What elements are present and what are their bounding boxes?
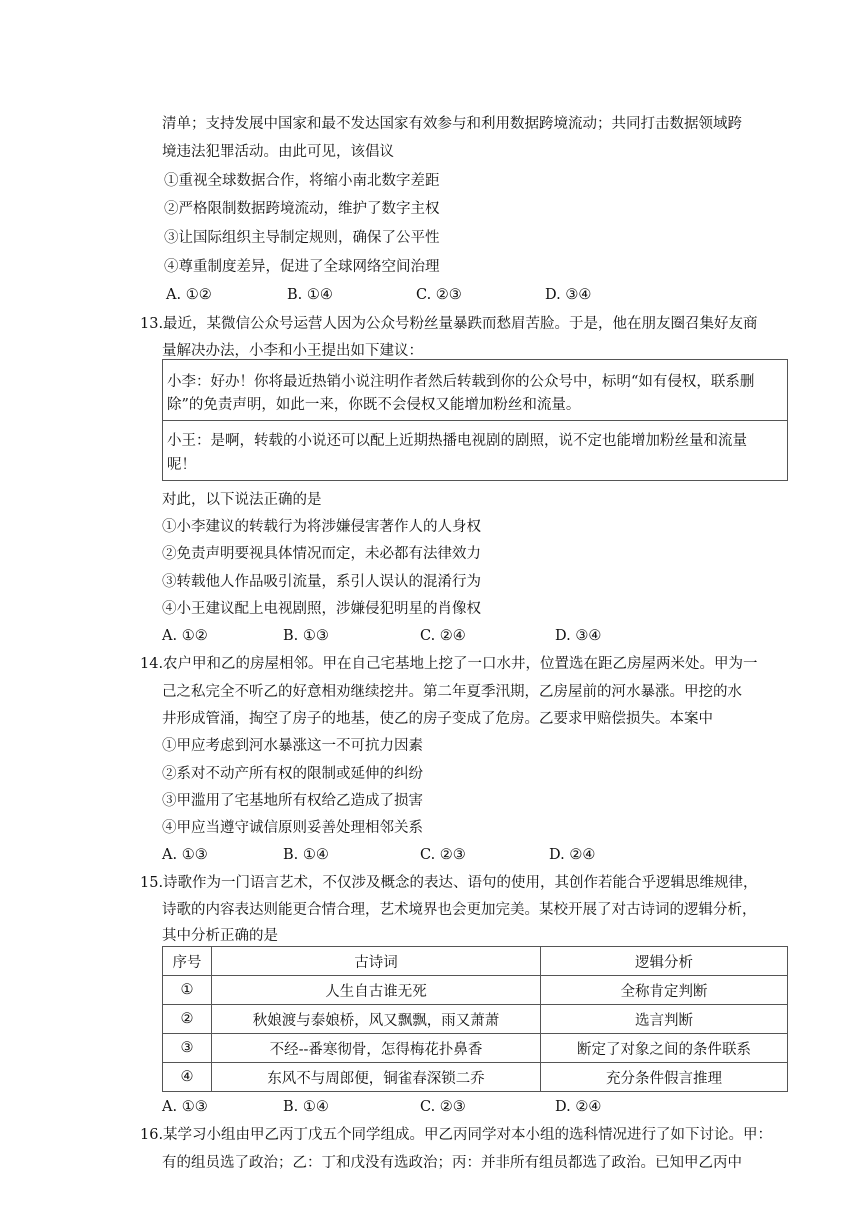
q13-dialog-box (162, 359, 788, 481)
q13-text-line: 13.最近，某微信公众号运营人因为公众号粉丝量暴跌而愁眉苦脸。于是，他在朋友圈召集好友商 (140, 316, 758, 332)
xiaowang-line: 小王：是啊，转载的小说还可以配上近期热播电视剧的剧照，说不定也能增加粉丝量和流量 (167, 433, 747, 449)
cell-analysis: 充分条件假言推理 (541, 1063, 788, 1092)
q14-option-b: B. ①④ (283, 847, 329, 863)
q14-item: ④甲应当遵守诚信原则妥善处理相邻关系 (162, 820, 423, 836)
q15-option-c: C. ②③ (420, 1099, 466, 1115)
table-row (163, 1063, 788, 1092)
q14-item: ①甲应考虑到河水暴涨这一不可抗力因素 (162, 738, 423, 754)
q12-option-b: B. ①④ (287, 287, 333, 303)
q12-option-a: A. ①② (166, 287, 212, 303)
q13-option-b: B. ①③ (283, 628, 329, 644)
cell-poem: 东风不与周郎便，铜雀春深锁二乔 (212, 1063, 541, 1092)
q12-option-d: D. ③④ (545, 287, 592, 303)
xiaoli-line: 除”的免责声明，如此一来，你既不会侵权又能增加粉丝和流量。 (167, 397, 581, 413)
q13-item: ①小李建议的转载行为将涉嫌侵害著作人的人身权 (162, 519, 481, 535)
q14-text-line: 井形成管涌，掏空了房子的地基，使乙的房子变成了危房。乙要求甲赔偿损失。本案中 (162, 711, 713, 727)
q13-item: ②免责声明要视具体情况而定，未必都有法律效力 (162, 546, 481, 562)
q15-option-d: D. ②④ (555, 1099, 602, 1115)
q13-option-c: C. ②④ (420, 628, 466, 644)
q15-options (162, 1097, 762, 1117)
q12-item: ④尊重制度差异，促进了全球网络空间治理 (164, 259, 440, 275)
table-row (163, 1034, 788, 1063)
q14-item: ③甲滥用了宅基地所有权给乙造成了损害 (162, 793, 423, 809)
q16-text-line: 16.某学习小组由甲乙丙丁戊五个同学组成。甲乙丙同学对本小组的选科情况进行了如下讨论。甲： (140, 1127, 773, 1143)
table-header-row (163, 947, 788, 976)
q15-text-line: 诗歌的内容表达则能更合情合理，艺术境界也会更加完美。某校开展了对古诗词的逻辑分析， (162, 902, 757, 918)
q15-text-line: 其中分析正确的是 (162, 928, 278, 944)
q13-text-line: 量解决办法，小李和小王提出如下建议： (162, 343, 423, 359)
cell-analysis: 断定了对象之间的条件联系 (541, 1034, 788, 1063)
q14-item: ②系对不动产所有权的限制或延伸的纠纷 (162, 766, 423, 782)
q14-text-line: 14.农户甲和乙的房屋相邻。甲在自己宅基地上挖了一口水井，位置选在距乙房屋两米处。甲为一 (140, 656, 758, 672)
cell-index: ② (163, 1005, 212, 1034)
q12-text-line: 境违法犯罪活动。由此可见，该倡议 (162, 144, 394, 160)
cell-analysis: 全称肯定判断 (541, 976, 788, 1005)
q14-option-a: A. ①③ (162, 847, 208, 863)
cell-poem: 不经--番寒彻骨，怎得梅花扑鼻香 (212, 1034, 541, 1063)
xiaoli-line: 小李：好办！你将最近热销小说注明作者然后转载到你的公众号中，标明“如有侵权，联系删 (167, 374, 755, 390)
q13-stem: 对此，以下说法正确的是 (162, 492, 322, 508)
q12-item: ③让国际组织主导制定规则，确保了公平性 (164, 230, 440, 246)
table-row (163, 1005, 788, 1034)
xiaowang-line: 呢！ (167, 457, 196, 473)
q15-poem-table (162, 946, 788, 1092)
table-row (163, 976, 788, 1005)
q12-option-c: C. ②③ (416, 287, 462, 303)
cell-poem: 秋娘渡与泰娘桥，风又飘飘，雨又萧萧 (212, 1005, 541, 1034)
header-analysis: 逻辑分析 (541, 947, 788, 976)
q13-item: ④小王建议配上电视剧照，涉嫌侵犯明星的肖像权 (162, 601, 481, 617)
dialog-divider (163, 420, 787, 421)
q14-option-d: D. ②④ (549, 847, 596, 863)
q14-text-line: 己之私完全不听乙的好意相劝继续挖井。第二年夏季汛期，乙房屋前的河水暴涨。甲挖的水 (162, 684, 742, 700)
q13-item: ③转载他人作品吸引流量，系引人误认的混淆行为 (162, 574, 481, 590)
q15-text-line: 15.诗歌作为一门语言艺术，不仅涉及概念的表达、语句的使用，其创作若能合乎逻辑思维规律， (140, 875, 758, 891)
cell-index: ④ (163, 1063, 212, 1092)
cell-poem: 人生自古谁无死 (212, 976, 541, 1005)
q14-options (162, 845, 762, 865)
q12-item: ②严格限制数据跨境流动，维护了数字主权 (164, 201, 440, 217)
cell-analysis: 选言判断 (541, 1005, 788, 1034)
q15-option-a: A. ①③ (162, 1099, 208, 1115)
cell-index: ③ (163, 1034, 212, 1063)
q12-options (166, 285, 766, 305)
q13-options (162, 626, 762, 646)
q13-option-a: A. ①② (162, 628, 208, 644)
q12-text-line: 清单；支持发展中国家和最不发达国家有效参与和利用数据跨境流动；共同打击数据领域跨 (162, 116, 742, 132)
cell-index: ① (163, 976, 212, 1005)
header-poem: 古诗词 (212, 947, 541, 976)
q13-option-d: D. ③④ (555, 628, 602, 644)
q12-item: ①重视全球数据合作，将缩小南北数字差距 (164, 173, 440, 189)
q16-text-line: 有的组员选了政治；乙：丁和戊没有选政治；丙：并非所有组员都选了政治。已知甲乙丙中 (162, 1155, 742, 1171)
q15-option-b: B. ①④ (283, 1099, 329, 1115)
header-index: 序号 (163, 947, 212, 976)
q14-option-c: C. ②③ (420, 847, 466, 863)
